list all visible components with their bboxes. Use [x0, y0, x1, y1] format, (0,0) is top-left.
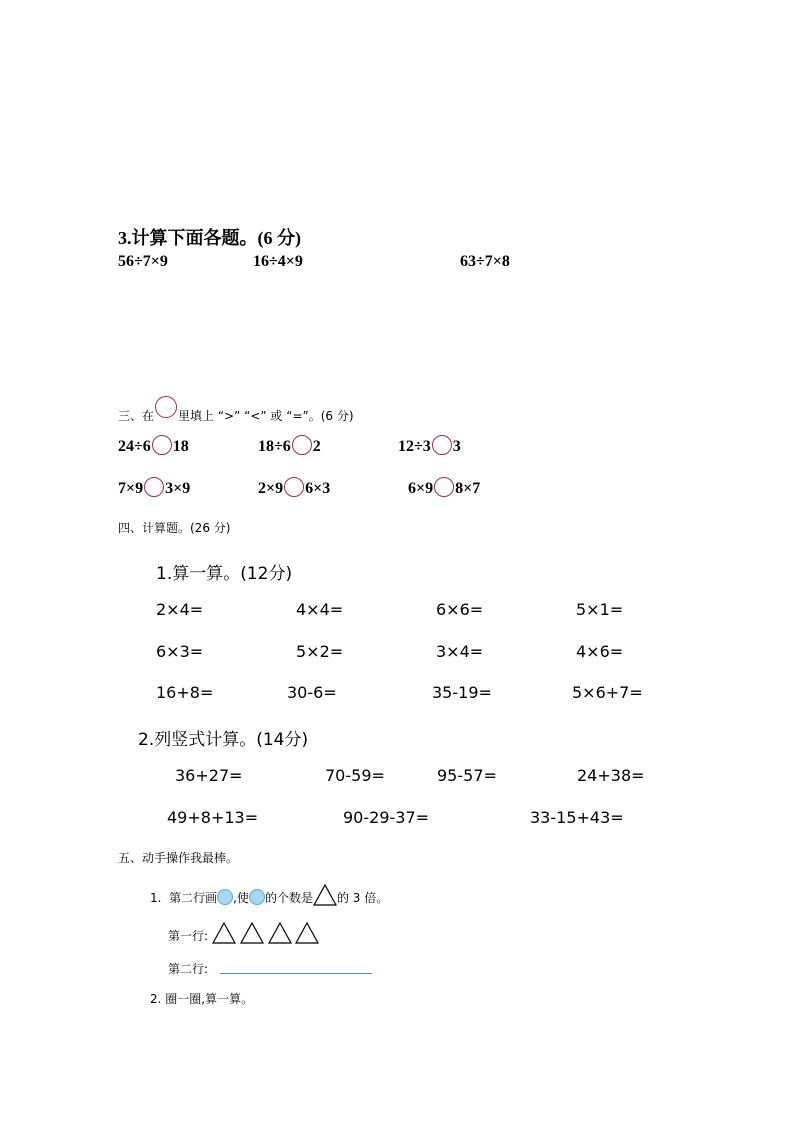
calc-item: 3×4=	[436, 642, 484, 661]
compare-circle-input[interactable]	[432, 435, 452, 455]
q1-text-a: 第二行画	[169, 891, 218, 905]
q1-number: 1.	[150, 891, 162, 905]
compare-right: 3	[452, 438, 461, 455]
section3-problem-3: 63÷7×8	[460, 253, 510, 270]
part4-sub2-title: 2.列竖式计算。(14分)	[138, 730, 309, 750]
compare-item	[118, 477, 190, 498]
compare-circle-input[interactable]	[292, 435, 312, 455]
calc-item: 4×4=	[296, 600, 344, 619]
compare-left: 2×9	[258, 480, 284, 497]
compare-left: 7×9	[118, 480, 144, 497]
calc-item: 30-6=	[287, 683, 337, 702]
compare-circle-input[interactable]	[284, 477, 304, 497]
compare-right: 2	[312, 438, 321, 455]
row1-label: 第一行:	[168, 929, 209, 943]
calc-item: 5×6+7=	[572, 683, 643, 702]
triangle-icon	[313, 884, 337, 906]
compare-circle-input[interactable]	[434, 477, 454, 497]
calc-item: 70-59=	[325, 766, 385, 785]
row2-label: 第二行:	[168, 962, 209, 976]
part5-question-2: 2. 圈一圈,算一算。	[150, 992, 254, 1006]
compare-item	[408, 477, 480, 498]
calc-item: 36+27=	[175, 766, 243, 785]
part5-heading: 五、动手操作我最棒。	[118, 851, 239, 865]
compare-circle-icon	[155, 396, 177, 418]
compare-item	[398, 435, 461, 456]
compare-circle-input[interactable]	[144, 477, 164, 497]
calc-item: 33-15+43=	[530, 808, 624, 827]
section3-problem-1: 56÷7×9	[118, 253, 168, 270]
part4-heading: 四、计算题。(26 分)	[118, 521, 231, 535]
part3-heading-suffix: 里填上 “>” “<” 或 “=”。(6 分)	[178, 409, 354, 423]
part3-heading-prefix: 三、在	[118, 409, 155, 423]
triangle-icon	[212, 922, 236, 944]
calc-item: 16+8=	[156, 683, 214, 702]
section3-title: 3.计算下面各题。(6 分)	[118, 228, 301, 248]
compare-circle-input[interactable]	[152, 435, 172, 455]
triangle-icon	[295, 922, 319, 944]
compare-left: 6×9	[408, 480, 434, 497]
blue-circle-icon	[217, 889, 233, 905]
calc-item: 2×4=	[156, 600, 204, 619]
answer-blank-line[interactable]	[220, 973, 372, 974]
calc-item: 4×6=	[576, 642, 624, 661]
calc-item: 5×1=	[576, 600, 624, 619]
compare-item	[258, 435, 321, 456]
q1-text-c: 的个数是	[264, 891, 313, 905]
calc-item: 95-57=	[437, 766, 497, 785]
compare-left: 12÷3	[398, 438, 431, 455]
calc-item: 90-29-37=	[343, 808, 430, 827]
blue-circle-icon	[249, 889, 265, 905]
compare-right: 6×3	[305, 480, 331, 497]
triangle-icon	[268, 922, 292, 944]
compare-left: 24÷6	[118, 438, 151, 455]
compare-right: 3×9	[165, 480, 191, 497]
q1-text-d: 的 3 倍。	[336, 891, 389, 905]
compare-item	[258, 477, 330, 498]
calc-item: 6×6=	[436, 600, 484, 619]
calc-item: 35-19=	[432, 683, 492, 702]
calc-item: 5×2=	[296, 642, 344, 661]
compare-right: 18	[172, 438, 189, 455]
calc-item: 24+38=	[577, 766, 645, 785]
compare-right: 8×7	[455, 480, 481, 497]
part3-heading	[118, 396, 354, 424]
calc-item: 49+8+13=	[167, 808, 259, 827]
calc-item: 6×3=	[156, 642, 204, 661]
compare-left: 18÷6	[258, 438, 291, 455]
part5-question-1	[150, 884, 388, 906]
row1-label-line	[168, 922, 319, 944]
section3-problem-2: 16÷4×9	[253, 253, 303, 270]
triangle-icon	[240, 922, 264, 944]
compare-item	[118, 435, 189, 456]
part4-sub1-title: 1.算一算。(12分)	[156, 564, 293, 584]
q1-text-b: ,使	[233, 891, 249, 905]
